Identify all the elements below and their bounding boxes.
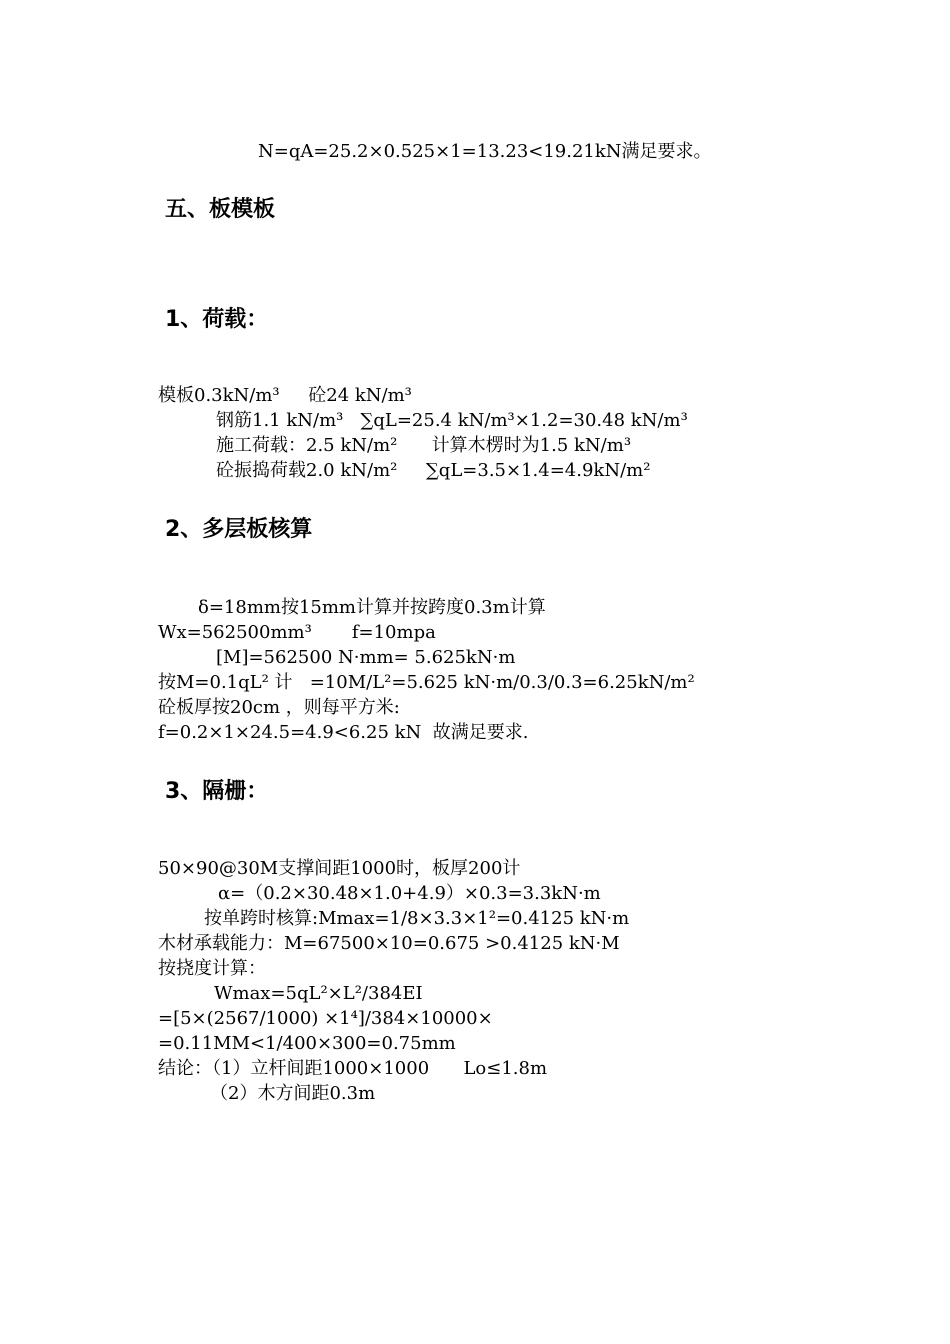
grid-line: 按单跨时核算:Mmax=1/8×3.3×1²=0.4125 kN·m: [204, 908, 630, 929]
plywood-line: Wx=562500mm³ f=10mpa: [158, 622, 436, 643]
load-line: 砼振捣荷载2.0 kN/m² ∑qL=3.5×1.4=4.9kN/m²: [216, 460, 651, 481]
load-heading: 1、荷载：: [165, 307, 269, 332]
grid-line: 50×90@30M支撑间距1000时，板厚200计: [158, 858, 521, 879]
grid-line: α=（0.2×30.48×1.0+4.9）×0.3=3.3kN·m: [218, 883, 601, 904]
grid-line: （2）木方间距0.3m: [210, 1083, 376, 1104]
section-title: 五、板模板: [165, 197, 276, 222]
grid-line: 按挠度计算：: [158, 958, 266, 979]
formula-line: N=qA=25.2×0.525×1=13.23<19.21kN满足要求。: [258, 141, 712, 162]
plywood-line: f=0.2×1×24.5=4.9<6.25 kN 故满足要求.: [158, 722, 529, 743]
load-line: 施工荷载：2.5 kN/m² 计算木楞时为1.5 kN/m³: [216, 435, 632, 456]
grid-line: 结论：（1）立杆间距1000×1000 Lo≤1.8m: [158, 1058, 548, 1079]
grid-line: =0.11MM<1/400×300=0.75mm: [158, 1033, 456, 1054]
load-line: 模板0.3kN/m³ 砼24 kN/m³: [158, 385, 412, 406]
plywood-line: [M]=562500 N·mm= 5.625kN·m: [216, 647, 516, 668]
grid-line: 木材承载能力：M=67500×10=0.675 >0.4125 kN·M: [158, 933, 620, 954]
plywood-line: δ=18mm按15mm计算并按跨度0.3m计算: [198, 597, 546, 618]
grid-line: =[5×(2567/1000) ×1⁴]/384×10000×: [158, 1008, 493, 1029]
plywood-line: 砼板厚按20cm ，则每平方米:: [158, 697, 400, 718]
load-line: 钢筋1.1 kN/m³ ∑qL=25.4 kN/m³×1.2=30.48 kN/m³: [216, 410, 688, 431]
plywood-line: 按M=0.1qL² 计 =10M/L²=5.625 kN·m/0.3/0.3=6.25kN/m²: [158, 672, 695, 693]
grid-heading: 3、隔栅：: [165, 779, 269, 804]
plywood-heading: 2、多层板核算: [165, 517, 313, 542]
grid-line: Wmax=5qL²×L²/384EI: [214, 983, 423, 1004]
